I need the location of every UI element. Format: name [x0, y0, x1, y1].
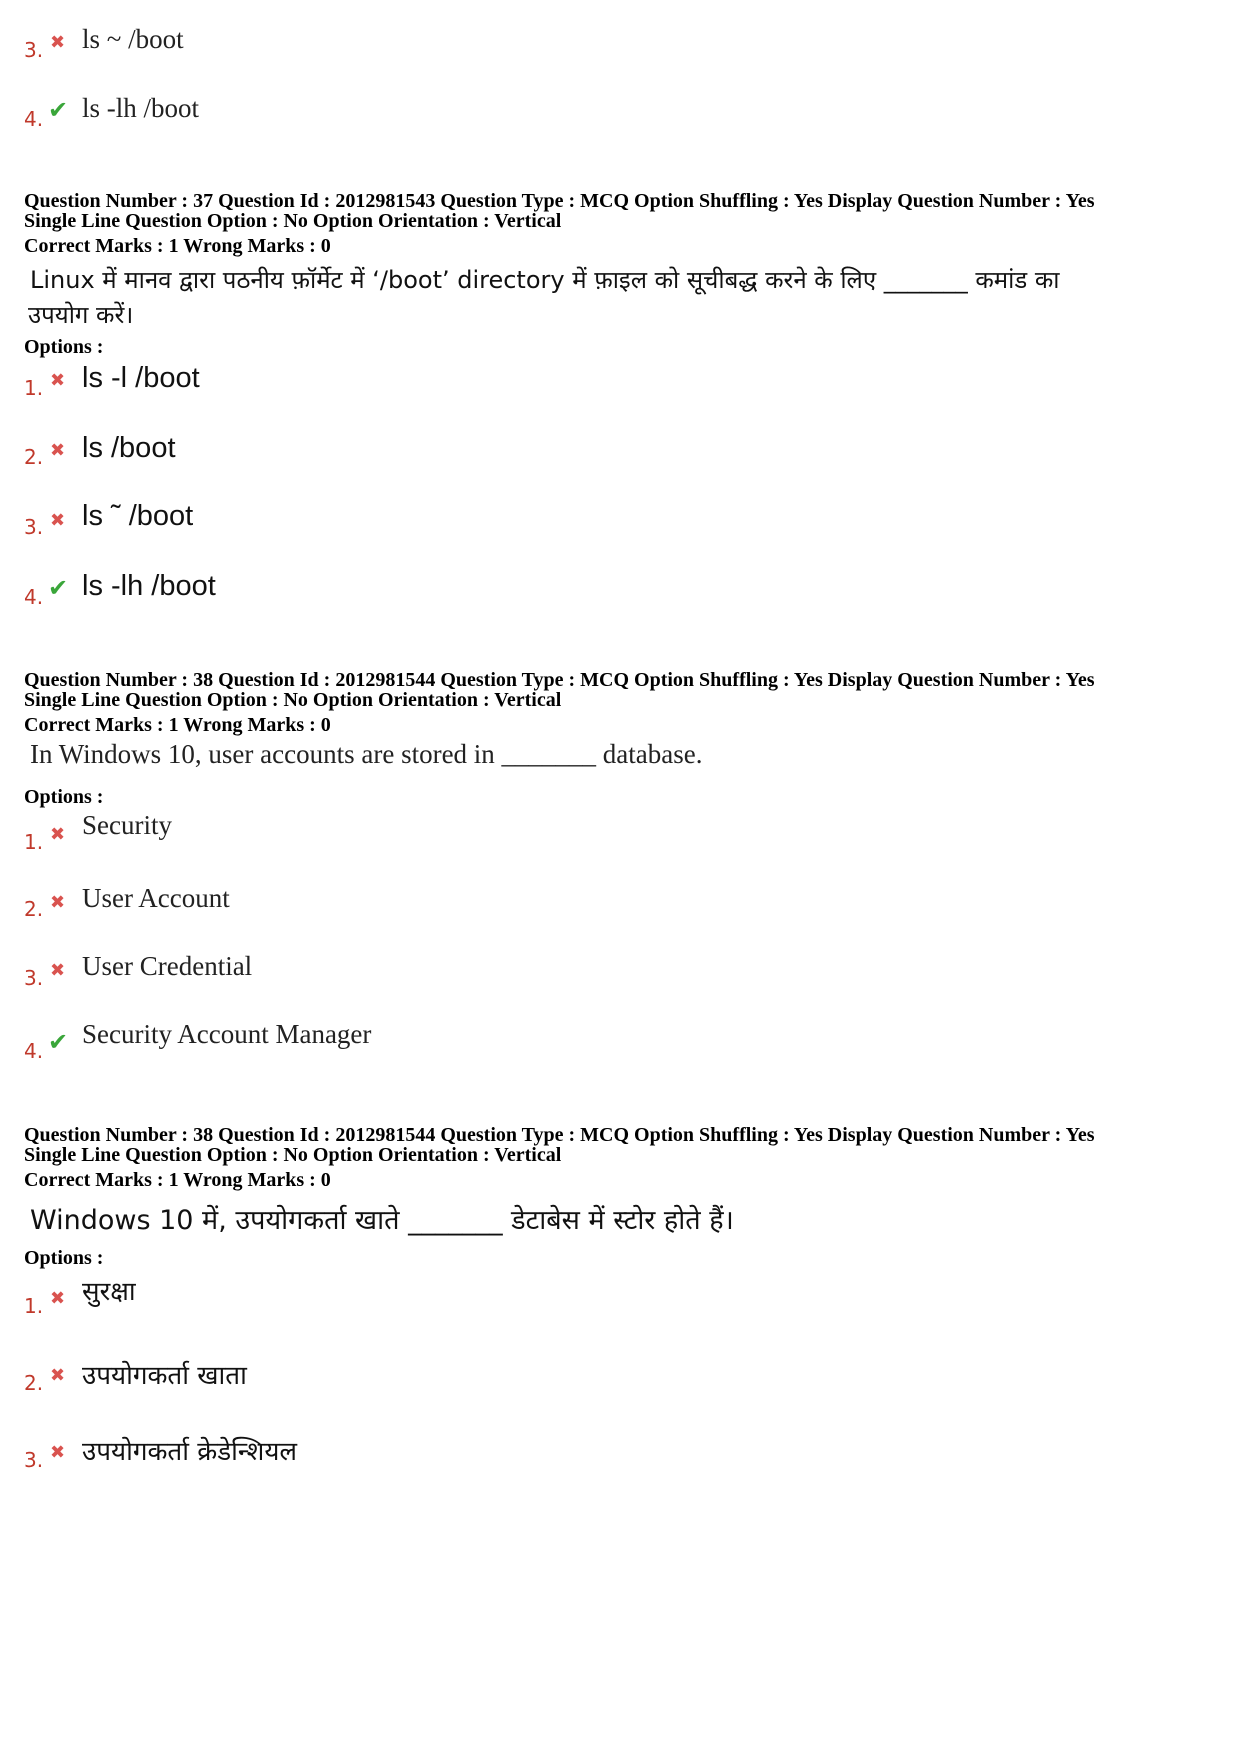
wrong-mark-icon: ✖ — [50, 32, 66, 53]
option-number: 2. — [24, 445, 44, 469]
correct-check-icon: ✔ — [48, 96, 69, 124]
question-meta-line-2: Single Line Question Option : No Option Orientation : Vertical — [24, 689, 562, 711]
option-text: Security — [82, 810, 172, 840]
option-number: 3. — [24, 966, 44, 990]
option-text: सुरक्षा — [82, 1277, 136, 1307]
option-text: ls ~ /boot — [82, 24, 184, 54]
wrong-mark-icon: ✖ — [50, 960, 66, 981]
question-meta-line-2: Single Line Question Option : No Option Orientation : Vertical — [24, 1144, 562, 1166]
option-number: 2. — [24, 897, 44, 921]
option-number: 4. — [24, 1039, 44, 1063]
question-meta-line-1: Question Number : 37 Question Id : 2012981543 Question Type : MCQ Option Shuffling : Yes Display Question Number : Yes — [24, 190, 1095, 212]
option-number: 2. — [24, 1371, 44, 1395]
wrong-mark-icon: ✖ — [50, 510, 66, 531]
correct-check-icon: ✔ — [48, 574, 69, 602]
option-text: उपयोगकर्ता खाता — [82, 1361, 247, 1391]
options-label: Options : — [24, 786, 104, 808]
option-text: ls /boot — [82, 432, 176, 464]
question-meta-line-2: Single Line Question Option : No Option Orientation : Vertical — [24, 210, 562, 232]
option-number: 4. — [24, 107, 44, 131]
option-text: ls -l /boot — [82, 362, 200, 394]
option-text: ls -lh /boot — [82, 570, 216, 602]
wrong-mark-icon: ✖ — [50, 892, 66, 913]
wrong-mark-icon: ✖ — [50, 824, 66, 845]
option-text: User Credential — [82, 951, 253, 981]
wrong-mark-icon: ✖ — [50, 1442, 66, 1463]
option-number: 3. — [24, 515, 44, 539]
option-number: 1. — [24, 376, 44, 400]
question-marks: Correct Marks : 1 Wrong Marks : 0 — [24, 1169, 331, 1191]
option-text: उपयोगकर्ता क्रेडेन्शियल — [82, 1437, 298, 1467]
question-text-line-1: Windows 10 में, उपयोगकर्ता खाते _______ डेटाबेस में स्टोर होते हैं। — [30, 1205, 734, 1236]
question-marks: Correct Marks : 1 Wrong Marks : 0 — [24, 714, 331, 736]
wrong-mark-icon: ✖ — [50, 1288, 66, 1309]
option-text: User Account — [82, 883, 230, 913]
options-label: Options : — [24, 1247, 104, 1269]
option-number: 3. — [24, 1448, 44, 1472]
question-text-line-2: उपयोग करें। — [28, 301, 134, 329]
options-label: Options : — [24, 336, 104, 358]
question-text-line-1: In Windows 10, user accounts are stored in _______ database. — [30, 739, 703, 769]
option-text: Security Account Manager — [82, 1019, 372, 1049]
option-text: ls -lh /boot — [82, 93, 200, 123]
question-text-line-1: Linux में मानव द्वारा पठनीय फ़ॉर्मेट में ‘/boot’ directory में फ़ाइल को सूचीबद्ध करने के लिए _______ कमांड का — [30, 266, 1060, 294]
wrong-mark-icon: ✖ — [50, 370, 66, 391]
option-number: 3. — [24, 38, 44, 62]
wrong-mark-icon: ✖ — [50, 1365, 66, 1386]
question-marks: Correct Marks : 1 Wrong Marks : 0 — [24, 235, 331, 257]
option-number: 1. — [24, 830, 44, 854]
option-number: 1. — [24, 1294, 44, 1318]
question-meta-line-1: Question Number : 38 Question Id : 2012981544 Question Type : MCQ Option Shuffling : Yes Display Question Number : Yes — [24, 669, 1095, 691]
question-meta-line-1: Question Number : 38 Question Id : 2012981544 Question Type : MCQ Option Shuffling : Yes Display Question Number : Yes — [24, 1124, 1095, 1146]
option-text: ls ˜ /boot — [82, 500, 194, 532]
option-number: 4. — [24, 585, 44, 609]
wrong-mark-icon: ✖ — [50, 440, 66, 461]
correct-check-icon: ✔ — [48, 1028, 69, 1056]
